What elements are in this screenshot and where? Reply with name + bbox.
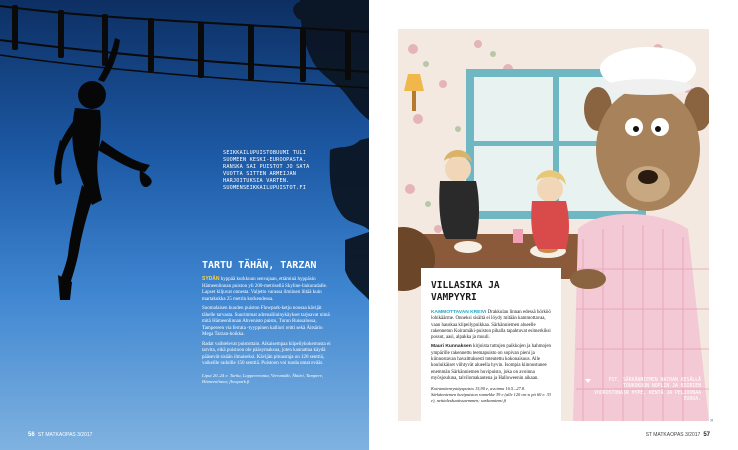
article-lead: KAMMOTTAVAN KREIVI — [431, 310, 487, 315]
photo-caption: PST. SÄRKÄNNIEMEN NATRAN KESÄLLÄ TOUKOKUUN NOPLIN JA KOIRIEN VOOROSTONAIR HYPE, KENTÄ JA PELJOONAA EUROA. — [591, 378, 701, 403]
continue-arrow-icon: » — [710, 418, 714, 424]
magazine-issue: ST MATKAOPAS 3/2017 — [645, 432, 701, 438]
page-number: 56 — [28, 432, 35, 438]
article-factbox: Koiramäenrystäyspuisto 15,90 e, avoinna 16.5.–27.8. Särkänniemen huvipuiston rannekke 39 e (alle 120 cm:n pit 60 e. 33 e), nettialeskuatissaemmen; sarkanniemi.fi — [431, 386, 551, 403]
page-number: 57 — [703, 432, 710, 438]
folio-left — [28, 432, 92, 438]
article-villasika — [421, 268, 561, 421]
folio-right — [646, 432, 710, 438]
right-page — [369, 0, 738, 450]
magazine-issue: ST MATKAOPAS 3/2017 — [37, 432, 93, 438]
author-name: Mauri Kunnaksen — [431, 344, 472, 350]
article-paragraph: Radat vaihtelevat puistottain. Aikaisempaa kiipeilykokemusta ei tarvita, eikä puistoon ole pääsymaksua, joten kannattaa käydä pääsevät sisään ilmaiseksi. Kävijän pituusraja on 120 senttiä, vaikeille radoille 150 senttiä. Puistoon voi tuoda omat eväät. — [202, 341, 331, 366]
article-tarzan — [202, 260, 332, 385]
article-paragraph: KAMMOTTAVAN KREIVI Drakkulan linnan edessä hörköö lohikäärme. Onneksi sisältä ei löydy mitään kammottavaa, vaan hauskaa kiipeilypuikkaa. Särkänniemen alueelle rakennetun Koiramäki-puiston pihalla tapahtuvat esimerkiksi possut, aasi, alpakka ja muuli. — [431, 310, 551, 341]
article-headline: VILLASIKA JA VAMPYYRI — [431, 280, 500, 303]
article-headline: TARTU TÄHÄN, TARZAN — [202, 260, 317, 271]
article-factbox: Liput 20–24 e. Turku, Lappeenranta, Vierumäki, Ähtäri, Tampere, Hämeenlinna; flowpark.fi — [202, 372, 323, 384]
photo-caption: SEIKKAILUPUISTOBUUMI TULI SUOMEEN KESKI-EUROOPASTA. RANSKA SAI PUISTOT JO SATA VUOTTA SITTEN ARMEIJAN HARJOITUKSIA VARTEN. SUOMENSEIKKAILUPUISTOT.FI — [223, 150, 310, 191]
article-paragraph: Suomalaisen kuuden puiston Flowpark-ketju noosaa kävijät tähelle tarvasta. Suurimmat adrenaliininykäykset tarjoavat nimä mitä Hämeenlinnan Ahvenisto puisto, Turun Ruissalossa, Tampereen via ferrata -tyyppinen kalliori reitti sekä Äitsärin Mega Tarzan-hoikka. — [202, 306, 330, 337]
article-paragraph: Mauri Kunnaksen kirjoista tuttujen paikkojen ja hahmojen ympärille rakennettu teemapuisto on sopivan pieni ja kiinnostavan havaittuksesti toteutettu kokonaisuus. Alle kouluikäiset viihtyvät alueella hyvin. Isompia kiinnostunee enemmän Särkänniemen huvipuisto, joka on avoinna myösjouluna, talvilomakautena ja Halloweenin aikaan. — [431, 344, 551, 381]
article-paragraph: SYDÄN hyppää kurkkuun senvajaan, ettäminä hyppäsin Hämeenlinnan puiston yli 200-metrisellä Skyline-liukuradalle. Lapset kiljuvat onnesta. Valjetto varassa ilmiinen liitää kuin martakukka 25 metrin korkeudessa. — [202, 276, 328, 302]
article-lead: SYDÄN — [202, 276, 220, 282]
article-body — [202, 276, 332, 385]
article-body — [431, 310, 551, 404]
